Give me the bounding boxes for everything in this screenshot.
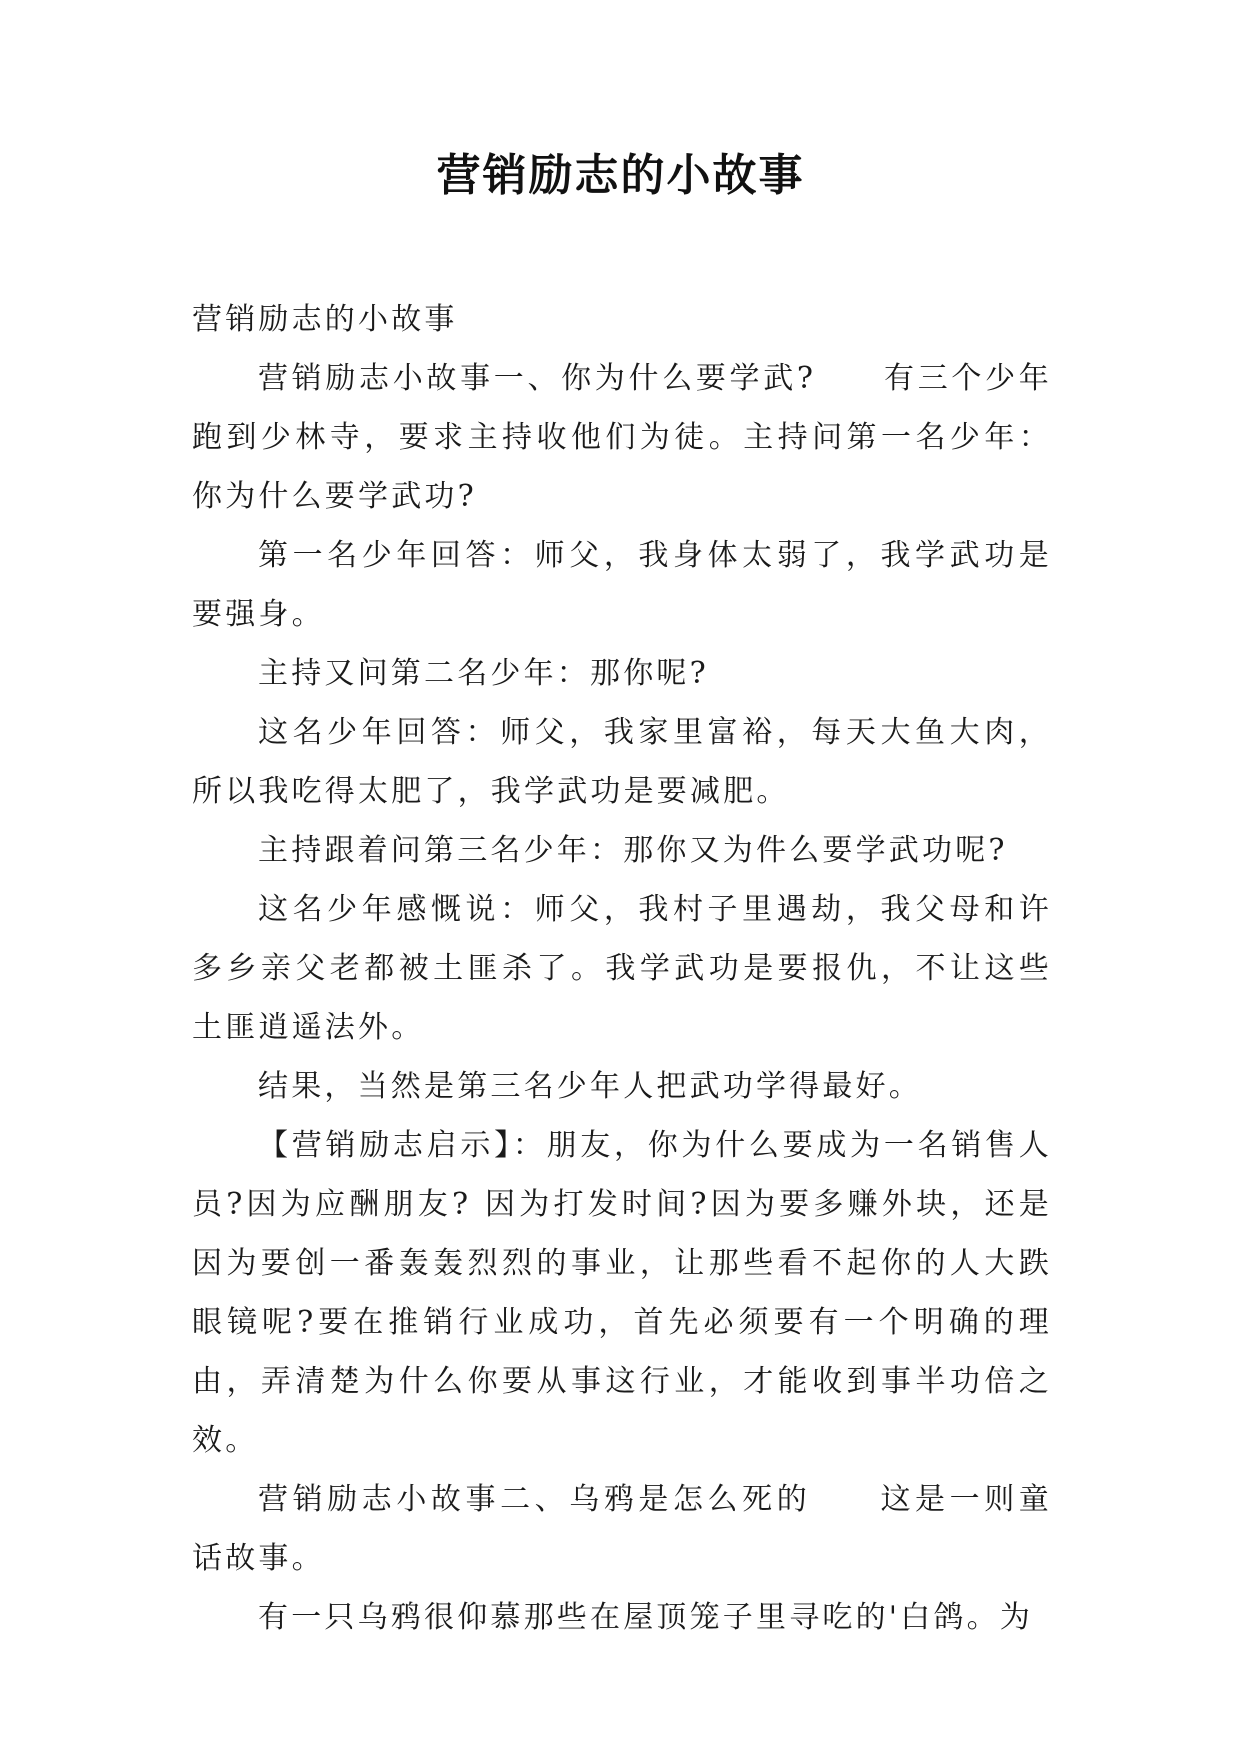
paragraph: 结果，当然是第三名少年人把武功学得最好。	[258, 1069, 922, 1104]
paragraph: 营销励志的小故事	[192, 302, 458, 337]
paragraph: 主持又问第二名少年：那你呢?	[258, 656, 709, 691]
document-body	[192, 290, 1052, 1647]
paragraph: 主持跟着问第三名少年：那你又为件么要学武功呢?	[258, 833, 1008, 868]
paragraph: 这名少年感慨说：师父，我村子里遇劫，我父母和许多乡亲父老都被土匪杀了。我学武功是要报仇，不让这些土匪逍遥法外。	[192, 892, 1052, 1045]
paragraph: 营销励志小故事一、你为什么要学武? 有三个少年跑到少林寺，要求主持收他们为徒。主持问第一名少年：你为什么要学武功?	[192, 361, 1052, 514]
paragraph: 【营销励志启示】：朋友，你为什么要成为一名销售人员?因为应酬朋友? 因为打发时间?因为要多赚外块，还是因为要创一番轰轰烈烈的事业，让那些看不起你的人大跌眼镜呢?要在推销行业成功，首先必须要有一个明确的理由，弄清楚为什么你要从事这行业，才能收到事半功倍之效。	[192, 1128, 1052, 1458]
paragraph: 营销励志小故事二、乌鸦是怎么死的 这是一则童话故事。	[192, 1482, 1052, 1576]
paragraph: 第一名少年回答：师父，我身体太弱了，我学武功是要强身。	[192, 538, 1052, 632]
paragraph: 这名少年回答：师父，我家里富裕，每天大鱼大肉，所以我吃得太肥了，我学武功是要减肥。	[192, 715, 1052, 809]
document-title: 营销励志的小故事	[436, 150, 805, 201]
paragraph: 有一只乌鸦很仰慕那些在屋顶笼子里寻吃的'白鸽。为	[258, 1600, 1034, 1635]
